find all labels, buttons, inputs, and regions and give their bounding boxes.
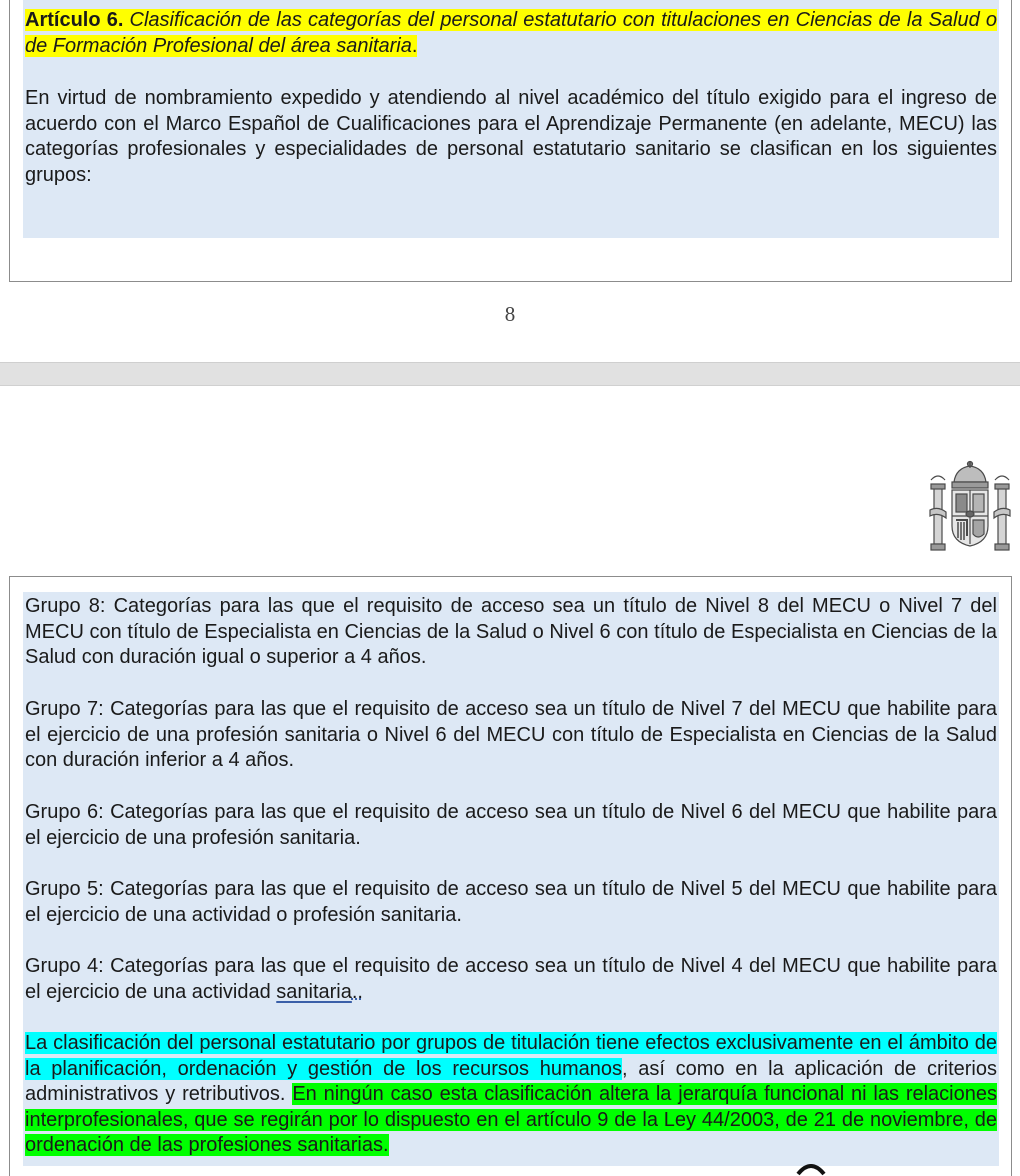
group-5-paragraph: Grupo 5: Categorías para las que el requisito de acceso sea un título de Nivel 5 del MECU que habilite para el ejercicio de una actividad o profesión sanitaria. — [25, 878, 997, 926]
group-4-text: Grupo 4: Categorías para las que el requisito de acceso sea un título de Nivel 4 del MECU que habilite para el ejercicio de una actividad — [25, 955, 997, 1003]
group-4-tracked-word[interactable]: sanitaria — [276, 980, 352, 1003]
green-highlight-text: En ningún caso esta clasificación altera la jerarquía funcional ni las relaciones interprofesionales, que se regirán por lo dispuesto en el artículo 9 de la Ley 44/2003, de 21 de noviembre, de ordenación de las profesiones sanitarias. — [25, 1083, 997, 1156]
group-6-paragraph: Grupo 6: Categorías para las que el requisito de acceso sea un título de Nivel 6 del MECU que habilite para el ejercicio de una profesión sanitaria. — [25, 801, 997, 849]
cyan-highlight-text: La clasificación del personal estatutario por grupos de titulación tiene efectos exclusivamente en el ámbito de la planificación, ordenación y gestión de los recursos humanos — [25, 1032, 997, 1080]
article-heading-highlight — [25, 9, 997, 57]
group-4-tracked-tail: .. — [351, 980, 363, 1003]
group-7-paragraph: Grupo 7: Categorías para las que el requisito de acceso sea un título de Nivel 7 del MECU que habilite para el ejercicio de una profesión sanitaria o Nivel 6 del MECU con título de Especialista en Ciencias de la Salud con duración inferior a 4 años. — [25, 698, 997, 771]
coat-of-arms-icon — [928, 460, 1012, 556]
plain-text: , así como en la aplicación de criterios administrativos y retributivos. — [25, 1057, 997, 1105]
page-break-gap — [0, 362, 1020, 386]
intro-paragraph: En virtud de nombramiento expedido y atendiendo al nivel académico del título exigido para el ingreso de acuerdo con el Marco Español de Cualificaciones para el Aprendizaje Permanente (en adelante, MECU) las categorías profesionales y especialidades de personal estatutario sanitario se clasifican en los siguientes grupos: — [25, 87, 997, 186]
group-4-paragraph — [25, 954, 997, 1005]
partial-cursor-icon — [794, 1156, 828, 1176]
article-label: Artículo 6. — [25, 9, 124, 31]
article-heading — [25, 8, 997, 59]
classification-note-paragraph — [25, 1031, 997, 1159]
group-8-paragraph: Grupo 8: Categorías para las que el requisito de acceso sea un título de Nivel 8 del MECU o Nivel 7 del MECU con título de Especialista en Ciencias de la Salud o Nivel 6 con título de Especialista en Ciencias de la Salud con duración igual o superior a 4 años. — [25, 595, 997, 668]
page-number: 8 — [504, 302, 516, 326]
article-title-end: . — [411, 34, 418, 57]
article-title: Clasificación de las categorías del personal estatutario con titulaciones en Ciencias de la Salud o de Formación Profesional del área sanitaria — [25, 9, 997, 57]
